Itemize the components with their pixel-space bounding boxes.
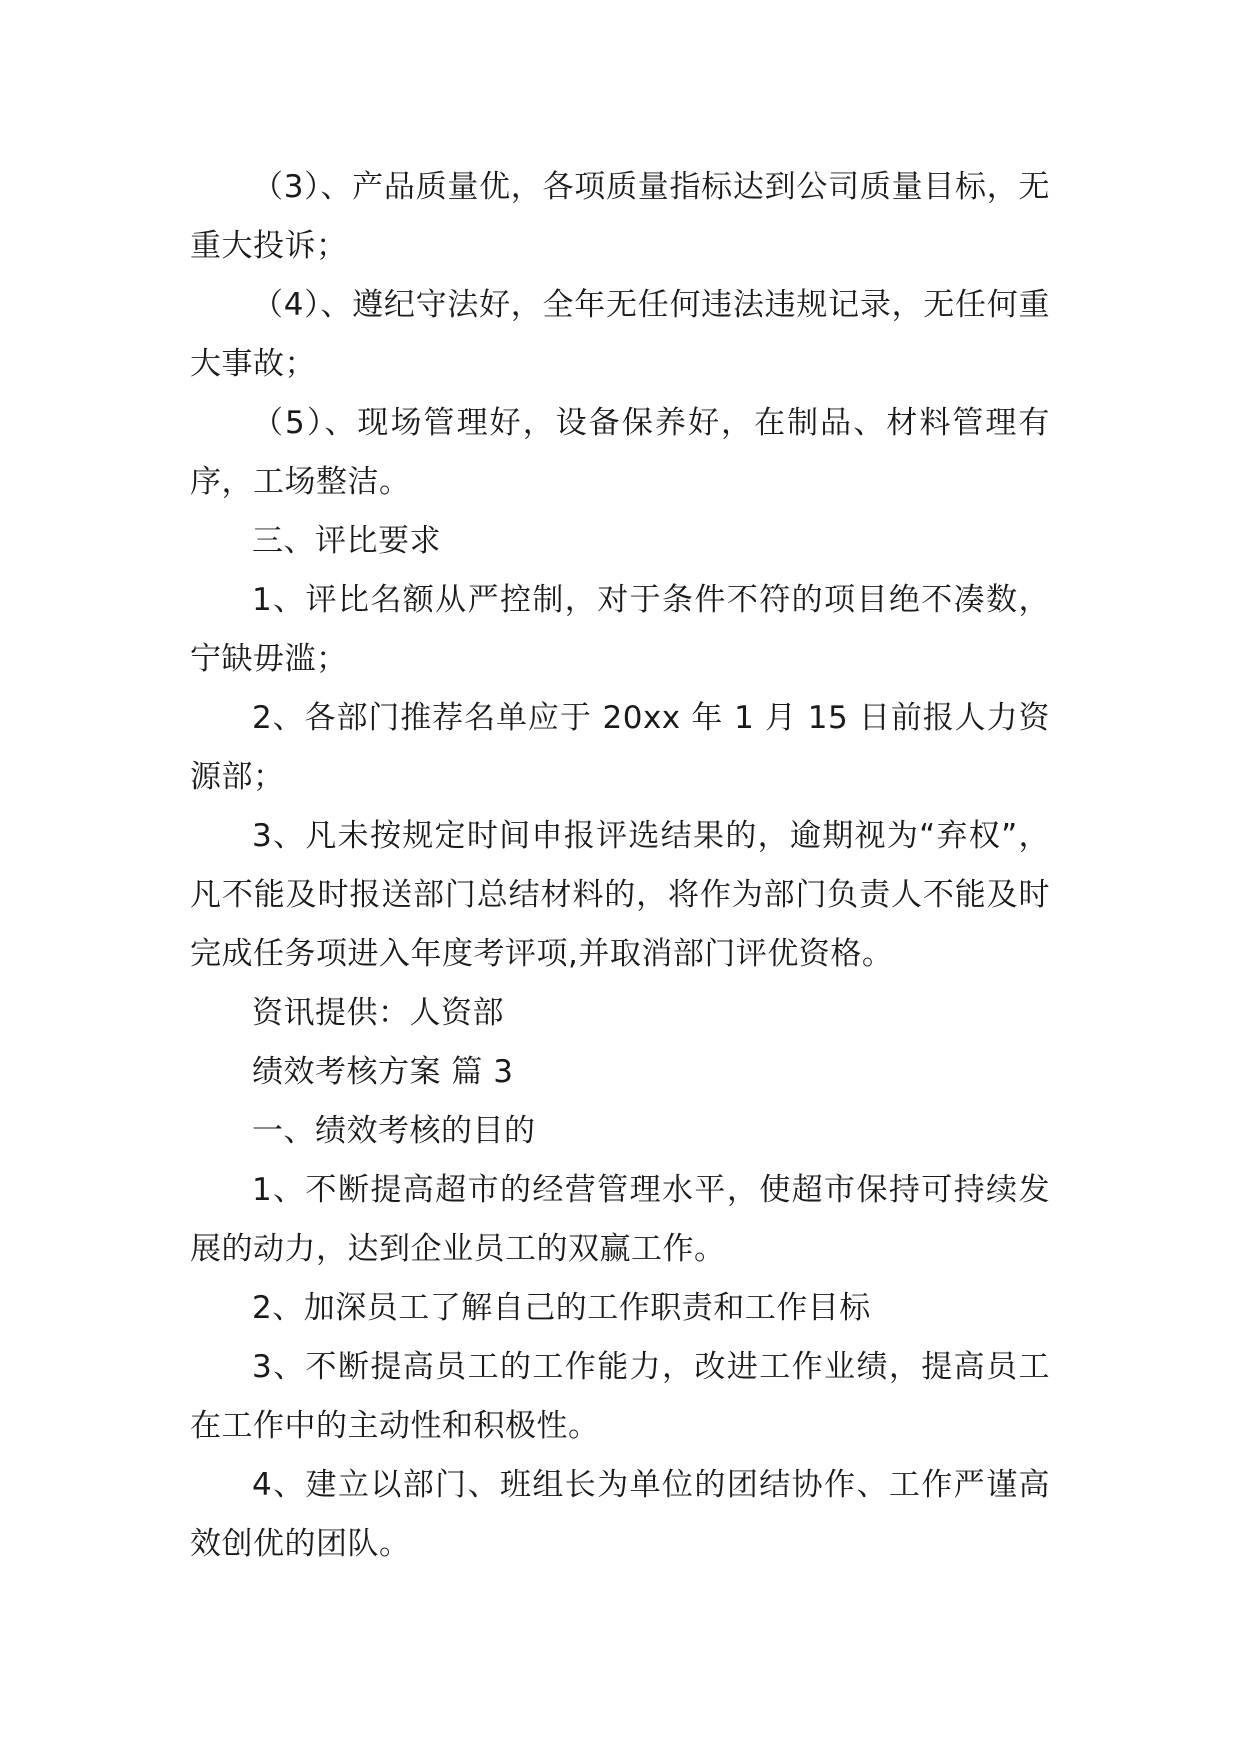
paragraph-source: 资讯提供：人资部 — [252, 995, 504, 1031]
section-heading-requirements: 三、评比要求 — [252, 523, 441, 559]
paragraph-deadline: 2、各部门推荐名单应于 20xx 年 1 月 15 日前报人力资源部； — [190, 700, 1050, 795]
document-body — [190, 158, 1050, 1574]
article-title: 绩效考核方案 篇 3 — [252, 1054, 514, 1090]
paragraph-site-management: （5）、现场管理好，设备保养好，在制品、材料管理有序，工场整洁。 — [190, 405, 1050, 500]
paragraph-quota: 1、评比名额从严控制，对于条件不符的项目绝不凑数，宁缺毋滥； — [190, 582, 1050, 677]
paragraph-quality: （3）、产品质量优，各项质量指标达到公司质量目标，无重大投诉； — [190, 169, 1050, 264]
paragraph-purpose-1: 1、不断提高超市的经营管理水平，使超市保持可持续发展的动力，达到企业员工的双赢工作。 — [190, 1172, 1050, 1267]
paragraph-overdue: 3、凡未按规定时间申报评选结果的，逾期视为“弃权”，凡不能及时报送部门总结材料的，将作为部门负责人不能及时完成任务项进入年度考评项,并取消部门评优资格。 — [190, 818, 1050, 972]
paragraph-purpose-4: 4、建立以部门、班组长为单位的团结协作、工作严谨高效创优的团队。 — [190, 1467, 1050, 1562]
paragraph-purpose-3: 3、不断提高员工的工作能力，改进工作业绩，提高员工在工作中的主动性和积极性。 — [190, 1349, 1050, 1444]
paragraph-compliance: （4）、遵纪守法好，全年无任何违法违规记录，无任何重大事故； — [190, 287, 1050, 382]
section-heading-purpose: 一、绩效考核的目的 — [252, 1113, 536, 1149]
paragraph-purpose-2: 2、加深员工了解自己的工作职责和工作目标 — [252, 1290, 871, 1326]
